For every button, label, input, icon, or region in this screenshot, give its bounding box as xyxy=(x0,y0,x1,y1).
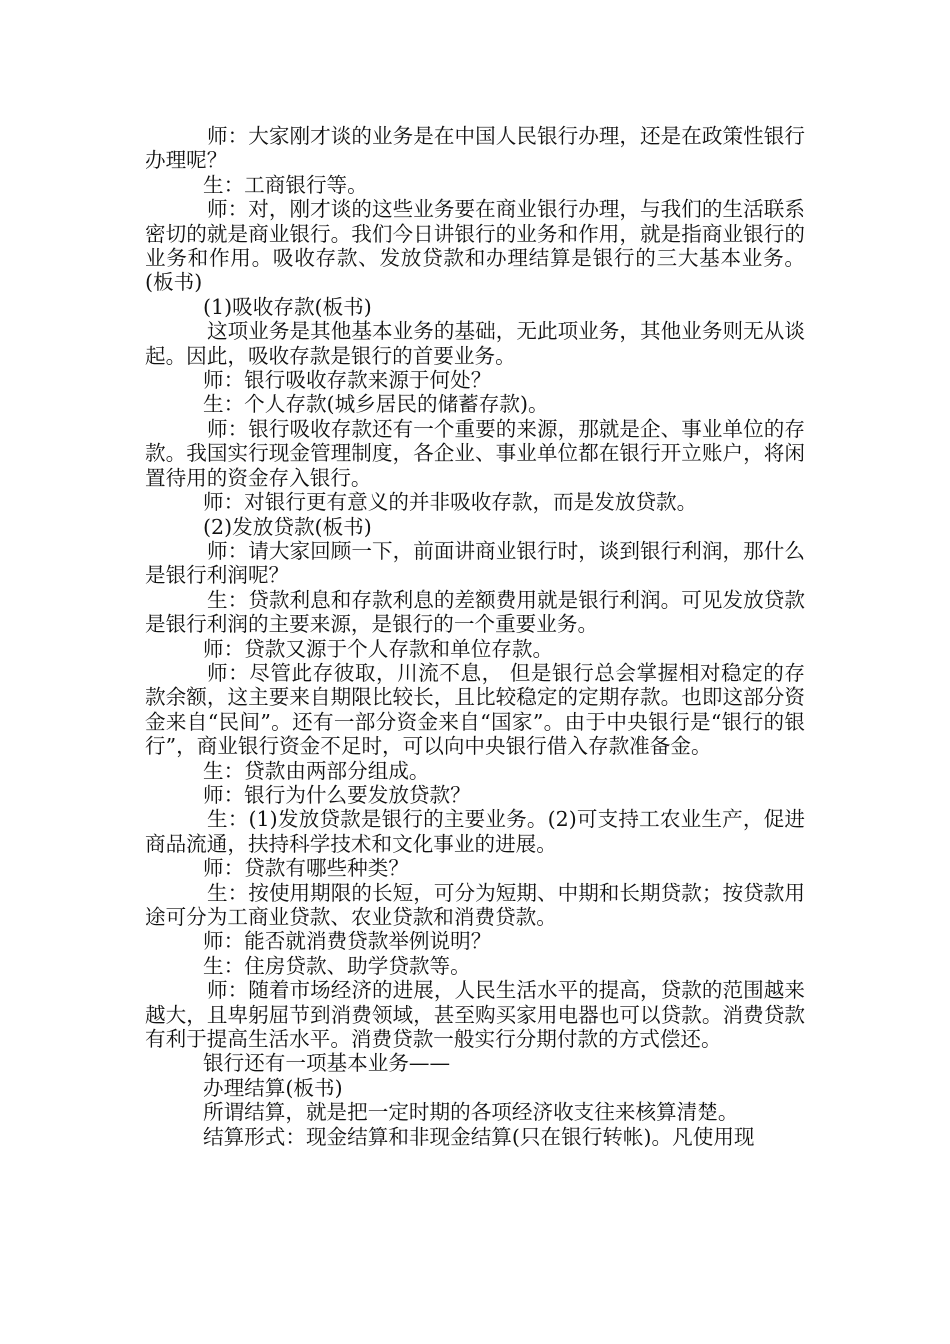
paragraph: 师：尽管此存彼取，川流不息， 但是银行总会掌握相对稳定的存款余额，这主要来自期限比较长，且比较稳定的定期存款。也即这部分资金来自“民间”。还有一部分资金来自“国家”。由于中央银行是“银行的银行”，商业银行资金不足时，可以向中央银行借入存款准备金。 xyxy=(145,660,805,759)
paragraph: 师：银行吸收存款来源于何处？ xyxy=(203,368,492,393)
paragraph: 师：能否就消费贷款举例说明？ xyxy=(203,929,492,954)
paragraph: 生：个人存款(城乡居民的储蓄存款)。 xyxy=(203,392,549,417)
paragraph: 师：贷款有哪些种类？ xyxy=(203,856,409,881)
paragraph: 生：贷款利息和存款利息的差额费用就是银行利润。可见发放贷款是银行利润的主要来源，是银行的一个重要业务。 xyxy=(145,587,805,637)
paragraph: 师：随着市场经济的进展，人民生活水平的提高，贷款的范围越来越大，且卑躬屈节到消费领域，甚至购买家用电器也可以贷款。消费贷款有利于提高生活水平。消费贷款一般实行分期付款的方式偿还。 xyxy=(145,978,805,1052)
paragraph: 生：贷款由两部分组成。 xyxy=(203,758,430,783)
paragraph: 师：银行为什么要发放贷款？ xyxy=(203,782,471,807)
paragraph: 师：请大家回顾一下，前面讲商业银行时，谈到银行利润，那什么是银行利润呢？ xyxy=(145,538,805,588)
paragraph: 师：贷款又源于个人存款和单位存款。 xyxy=(203,636,554,661)
document-page xyxy=(145,124,805,1149)
paragraph: 师：银行吸收存款还有一个重要的来源，那就是企、事业单位的存款。我国实行现金管理制度，各企业、事业单位都在银行开立账户，将闲置待用的资金存入银行。 xyxy=(145,416,805,490)
paragraph: 师：大家刚才谈的业务是在中国人民银行办理，还是在政策性银行办理呢？ xyxy=(145,124,805,173)
paragraph: 师：对，刚才谈的这些业务要在商业银行办理，与我们的生活联系密切的就是商业银行。我们今日讲银行的业务和作用，就是指商业银行的业务和作用。吸收存款、发放贷款和办理结算是银行的三大基本业务。(板书) xyxy=(145,197,805,295)
paragraph: 结算形式：现金结算和非现金结算(只在银行转帐)。凡使用现 xyxy=(203,1124,755,1149)
paragraph: 生：按使用期限的长短，可分为短期、中期和长期贷款；按贷款用途可分为工商业贷款、农业贷款和消费贷款。 xyxy=(145,880,805,929)
paragraph: 生：(1)发放贷款是银行的主要业务。(2)可支持工农业生产，促进商品流通，扶持科学技术和文化事业的进展。 xyxy=(145,807,805,856)
paragraph: 所谓结算，就是把一定时期的各项经济收支往来核算清楚。 xyxy=(203,1100,739,1125)
paragraph: 银行还有一项基本业务—— xyxy=(203,1051,451,1076)
paragraph: 生：工商银行等。 xyxy=(203,172,368,197)
paragraph: 师：对银行更有意义的并非吸收存款，而是发放贷款。 xyxy=(203,490,698,515)
paragraph: 这项业务是其他基本业务的基础，无此项业务，其他业务则无从谈起。因此，吸收存款是银行的首要业务。 xyxy=(145,319,805,368)
paragraph: (1)吸收存款(板书) xyxy=(203,294,372,319)
paragraph: 办理结算(板书) xyxy=(203,1075,343,1100)
paragraph: (2)发放贷款(板书) xyxy=(203,514,372,539)
paragraph: 生：住房贷款、助学贷款等。 xyxy=(203,953,471,978)
